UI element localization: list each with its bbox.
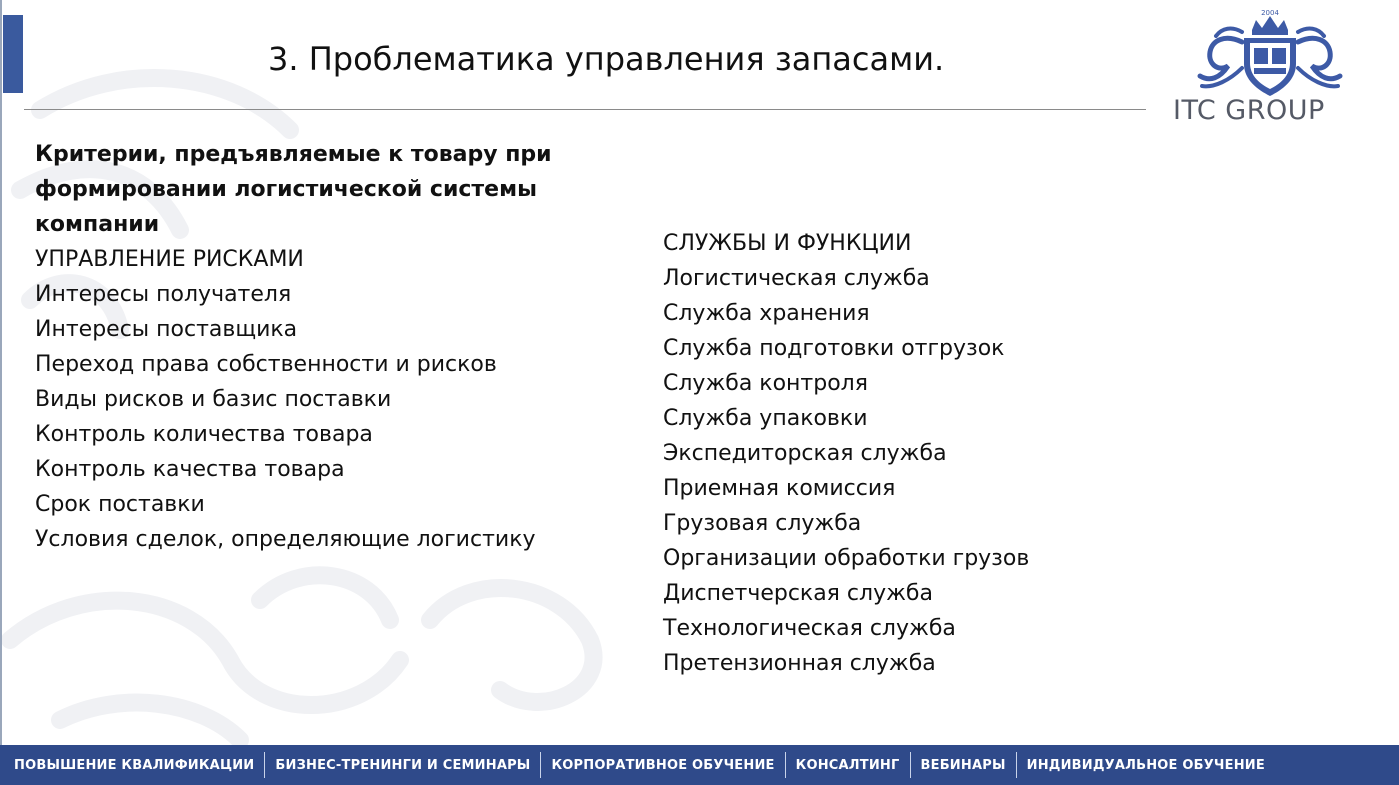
list-item: Логистическая служба [663, 266, 930, 291]
left-column [35, 137, 635, 557]
footer-item-individual: ИНДИВИДУАЛЬНОЕ ОБУЧЕНИЕ [1026, 757, 1265, 773]
footer-item-webinars: ВЕБИНАРЫ [920, 757, 1006, 773]
list-item: Служба подготовки отгрузок [663, 336, 1005, 361]
crest-icon [1200, 16, 1340, 96]
list-item: Служба упаковки [663, 406, 868, 431]
criteria-heading-line-2: формировании логистической системы [35, 177, 537, 202]
list-item: Служба контроля [663, 371, 868, 396]
right-column [663, 226, 1263, 681]
list-item: Условия сделок, определяющие логистику [35, 527, 536, 552]
slide-title: 3. Проблематика управления запасами. [268, 40, 945, 78]
list-item: Виды рисков и базис поставки [35, 387, 392, 412]
logo-year: 2004 [1261, 9, 1279, 17]
footer-item-consulting: КОНСАЛТИНГ [795, 757, 900, 773]
title-accent-bar [3, 15, 23, 93]
footer-services-bar [0, 745, 1399, 785]
services-heading: СЛУЖБЫ И ФУНКЦИИ [663, 231, 912, 256]
list-item: Интересы поставщика [35, 317, 298, 342]
footer-divider [910, 752, 911, 778]
list-item: Диспетчерская служба [663, 581, 933, 606]
slide-left-edge [0, 0, 2, 745]
risk-management-heading: УПРАВЛЕНИЕ РИСКАМИ [35, 247, 304, 272]
criteria-heading-line-3: компании [35, 212, 160, 237]
list-item: Интересы получателя [35, 282, 292, 307]
footer-divider [1016, 752, 1017, 778]
list-item: Переход права собственности и рисков [35, 352, 497, 377]
footer-divider [540, 752, 541, 778]
list-item: Срок поставки [35, 492, 205, 517]
list-item: Приемная комиссия [663, 476, 896, 501]
footer-item-qualification: ПОВЫШЕНИЕ КВАЛИФИКАЦИИ [14, 757, 255, 773]
footer-item-corporate: КОРПОРАТИВНОЕ ОБУЧЕНИЕ [551, 757, 775, 773]
list-item: Претензионная служба [663, 651, 936, 676]
footer-divider [264, 752, 265, 778]
criteria-heading-line-1: Критерии, предъявляемые к товару при [35, 142, 552, 167]
list-item: Технологическая служба [663, 616, 956, 641]
list-item: Экспедиторская служба [663, 441, 947, 466]
logo-wordmark: ITC GROUP [1173, 95, 1325, 126]
list-item: Служба хранения [663, 301, 870, 326]
title-divider [24, 109, 1146, 110]
list-item: Контроль количества товара [35, 422, 373, 447]
list-item: Организации обработки грузов [663, 546, 1030, 571]
list-item: Контроль качества товара [35, 457, 345, 482]
footer-divider [785, 752, 786, 778]
list-item: Грузовая служба [663, 511, 862, 536]
footer-item-trainings: БИЗНЕС-ТРЕНИНГИ И СЕМИНАРЫ [275, 757, 531, 773]
